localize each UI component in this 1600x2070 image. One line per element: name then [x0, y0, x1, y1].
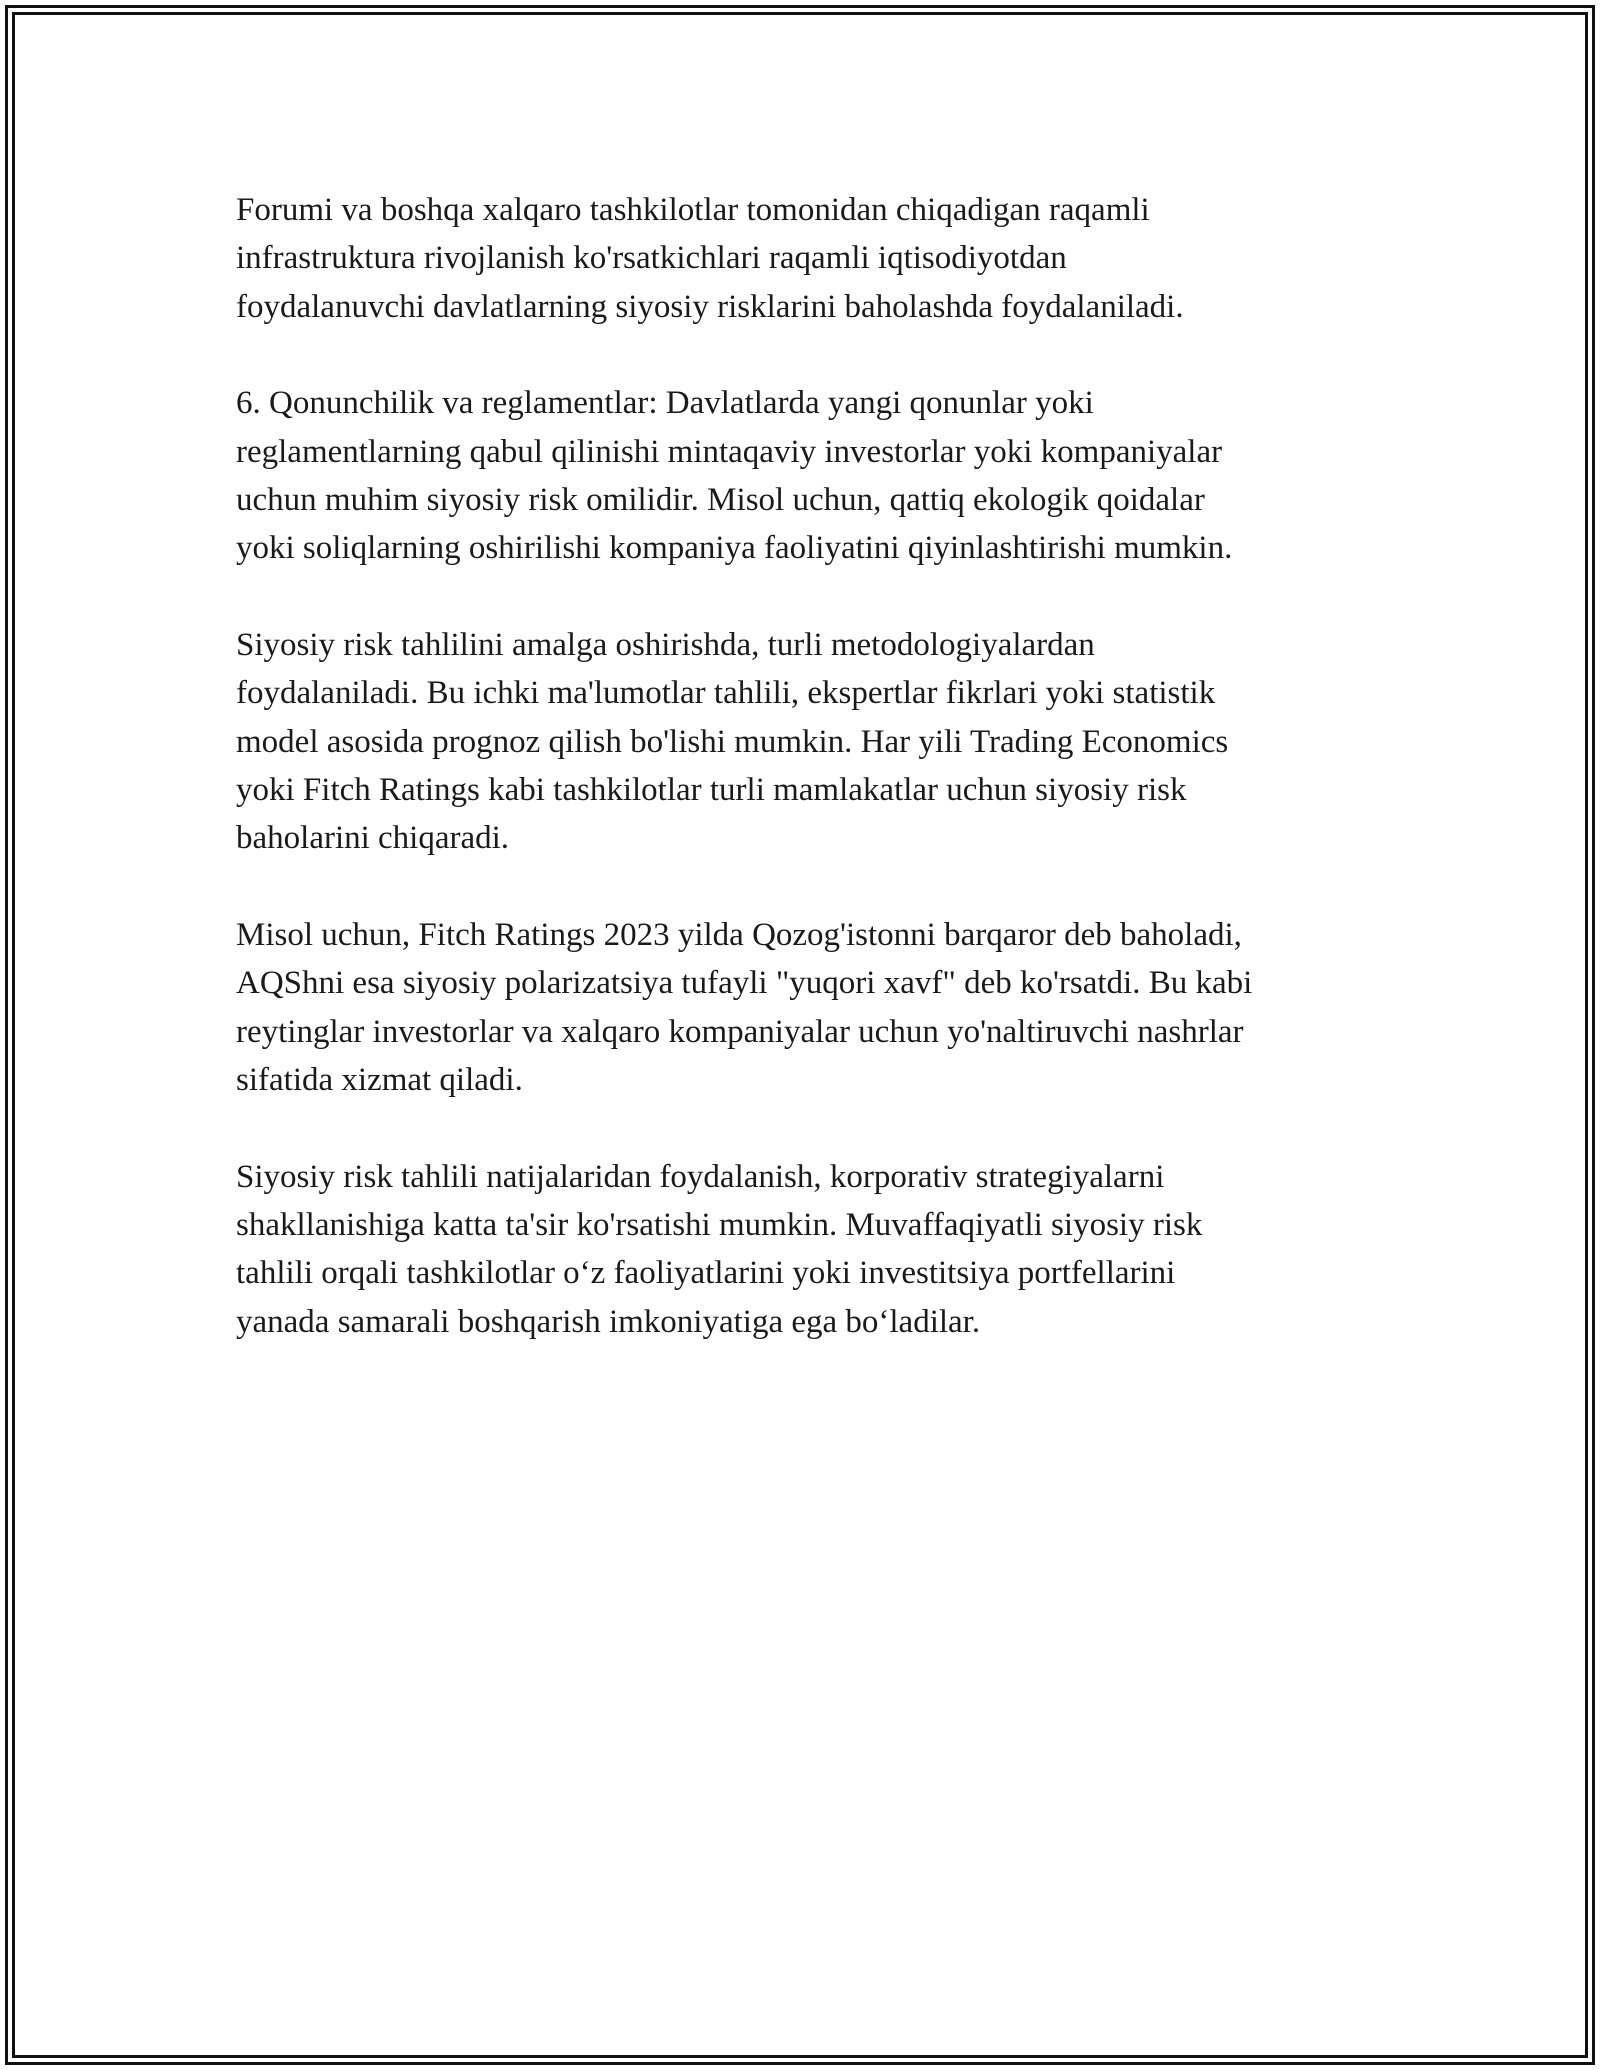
paragraph-line: yanada samarali boshqarish imkoniyatiga ega bo‘ladilar.	[236, 1303, 981, 1340]
paragraph-line: Siyosiy risk tahlilini amalga oshirishda, turli metodologiyalardan	[236, 626, 1095, 663]
paragraph-5	[236, 1153, 1366, 1347]
paragraph-line: foydalanuvchi davlatlarning siyosiy risklarini baholashda foydalaniladi.	[236, 288, 1184, 325]
paragraph-3	[236, 621, 1366, 863]
paragraph-line: tahlili orqali tashkilotlar o‘z faoliyatlarini yoki investitsiya portfellarini	[236, 1255, 1176, 1292]
paragraph-1	[236, 186, 1366, 331]
paragraph-line: reytinglar investorlar va xalqaro kompaniyalar uchun yo'naltiruvchi nashrlar	[236, 1013, 1244, 1050]
paragraph-line: foydalaniladi. Bu ichki ma'lumotlar tahlili, ekspertlar fikrlari yoki statistik	[236, 675, 1216, 712]
paragraph-line: Siyosiy risk tahlili natijalaridan foydalanish, korporativ strategiyalarni	[236, 1158, 1165, 1195]
paragraph-line: Misol uchun, Fitch Ratings 2023 yilda Qozog'istonni barqaror deb baholadi,	[236, 916, 1242, 953]
paragraph-line: Forumi va boshqa xalqaro tashkilotlar tomonidan chiqadigan raqamli	[236, 192, 1150, 228]
paragraph-line: reglamentlarning qabul qilinishi mintaqaviy investorlar yoki kompaniyalar	[236, 433, 1223, 470]
paragraph-line: 6. Qonunchilik va reglamentlar: Davlatlarda yangi qonunlar yoki	[236, 385, 1094, 422]
paragraph-line: model asosida prognoz qilish bo'lishi mumkin. Har yili Trading Economics	[236, 723, 1229, 760]
paragraph-line: baholarini chiqaradi.	[236, 820, 510, 857]
paragraph-line: AQShni esa siyosiy polarizatsiya tufayli "yuqori xavf" deb ko'rsatdi. Bu kabi	[236, 965, 1253, 1002]
paragraph-line: shakllanishiga katta ta'sir ko'rsatishi mumkin. Muvaffaqiyatli siyosiy risk	[236, 1206, 1203, 1243]
paragraph-line: uchun muhim siyosiy risk omilidir. Misol uchun, qattiq ekologik qoidalar	[236, 482, 1205, 519]
paragraph-line: sifatida xizmat qiladi.	[236, 1062, 523, 1099]
paragraph-2	[236, 379, 1366, 573]
paragraph-line: yoki Fitch Ratings kabi tashkilotlar turli mamlakatlar uchun siyosiy risk	[236, 772, 1187, 809]
paragraph-4	[236, 911, 1366, 1105]
paragraph-line: infrastruktura rivojlanish ko'rsatkichlari raqamli iqtisodiyotdan	[236, 240, 1067, 277]
document-body	[236, 186, 1366, 1394]
paragraph-line: yoki soliqlarning oshirilishi kompaniya faoliyatini qiyinlashtirishi mumkin.	[236, 530, 1233, 567]
